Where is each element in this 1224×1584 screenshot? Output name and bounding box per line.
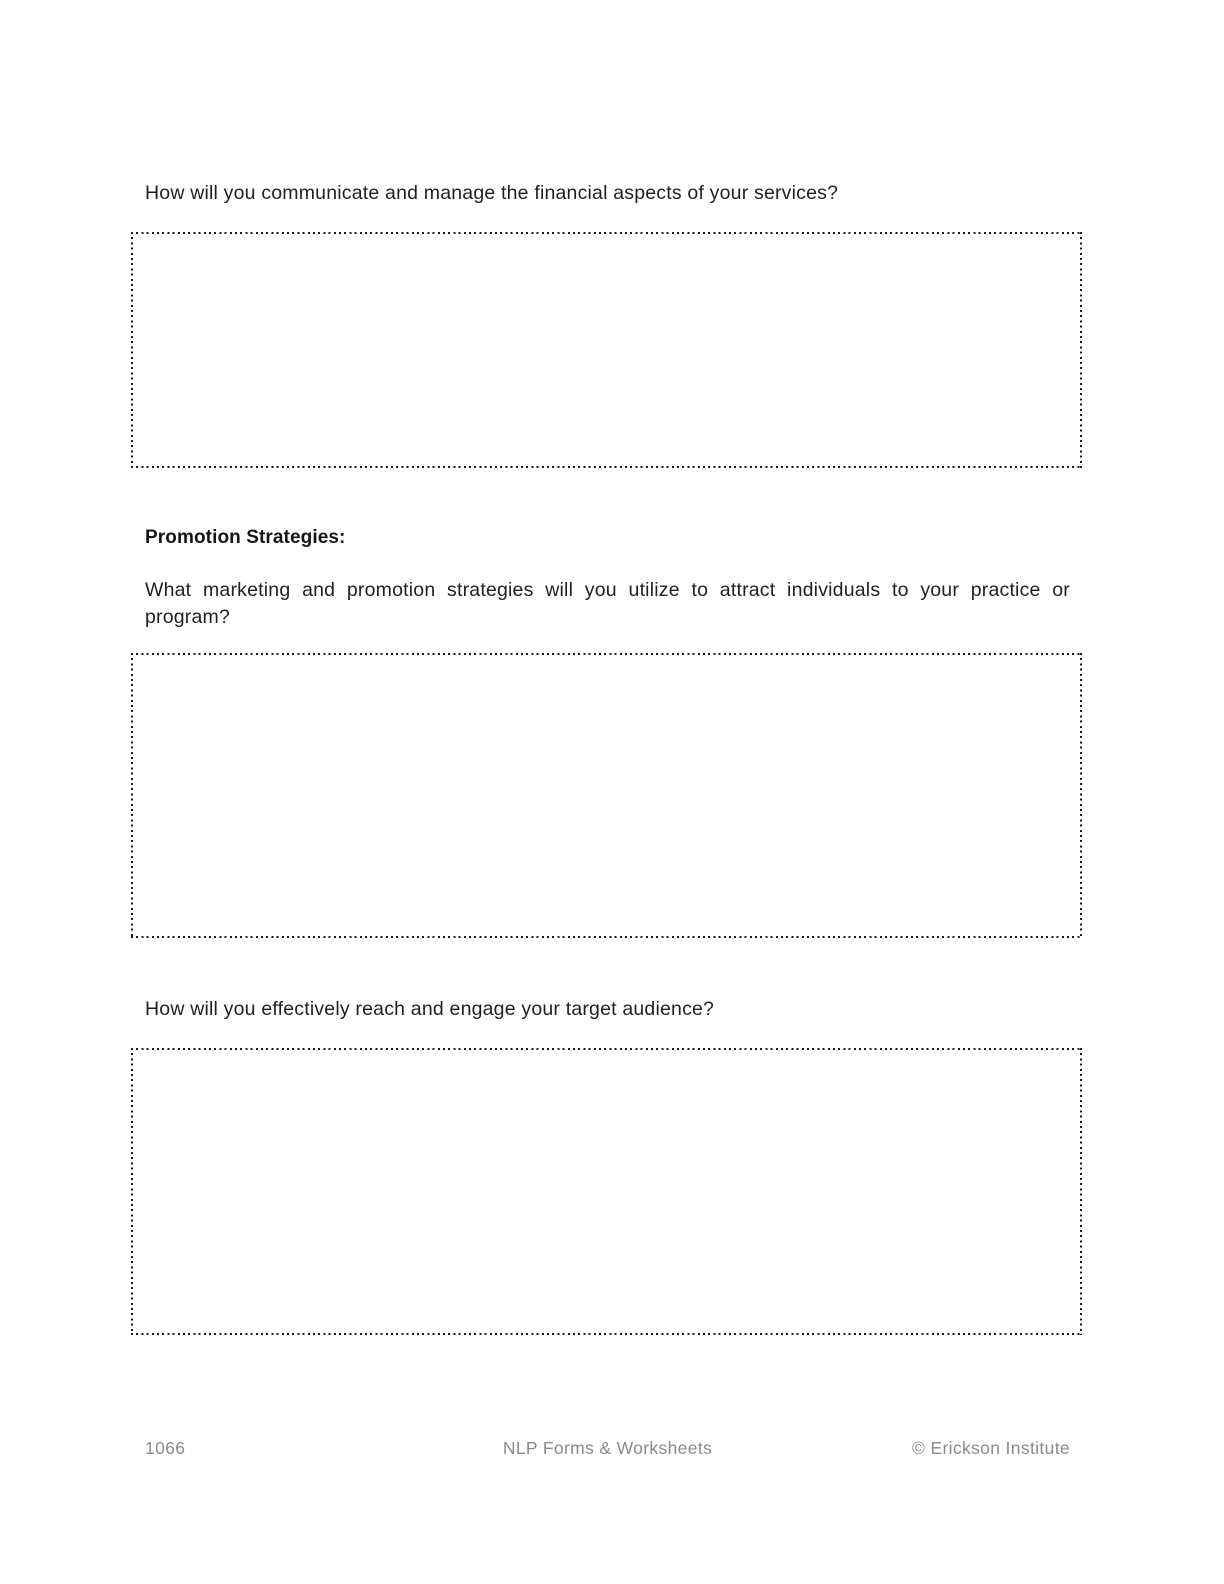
question-block-target-audience: [145, 996, 1070, 1023]
question-text-target-audience: How will you effectively reach and engage your target audience?: [145, 998, 715, 1020]
question-block-financial-aspects: [145, 180, 1070, 207]
answer-box-marketing-strategies[interactable]: [131, 653, 1082, 938]
footer-copyright: © Erickson Institute: [911, 1438, 1070, 1458]
section-heading-promotion-strategies: Promotion Strategies:: [145, 527, 346, 548]
footer-title: NLP Forms & Worksheets: [502, 1438, 713, 1458]
answer-box-target-audience[interactable]: [131, 1048, 1082, 1335]
answer-box-financial-aspects[interactable]: [131, 232, 1082, 468]
question-block-marketing-strategies: [145, 577, 1070, 631]
question-text-financial-aspects: How will you communicate and manage the financial aspects of your services?: [145, 182, 839, 204]
footer-page-number: 1066: [145, 1438, 186, 1458]
question-text-marketing-strategies: What marketing and promotion strategies will you utilize to attract individuals to your practice or program?: [145, 579, 1070, 628]
page-footer: [145, 1435, 1070, 1461]
section-heading-block-promotion-strategies: [145, 525, 1070, 551]
